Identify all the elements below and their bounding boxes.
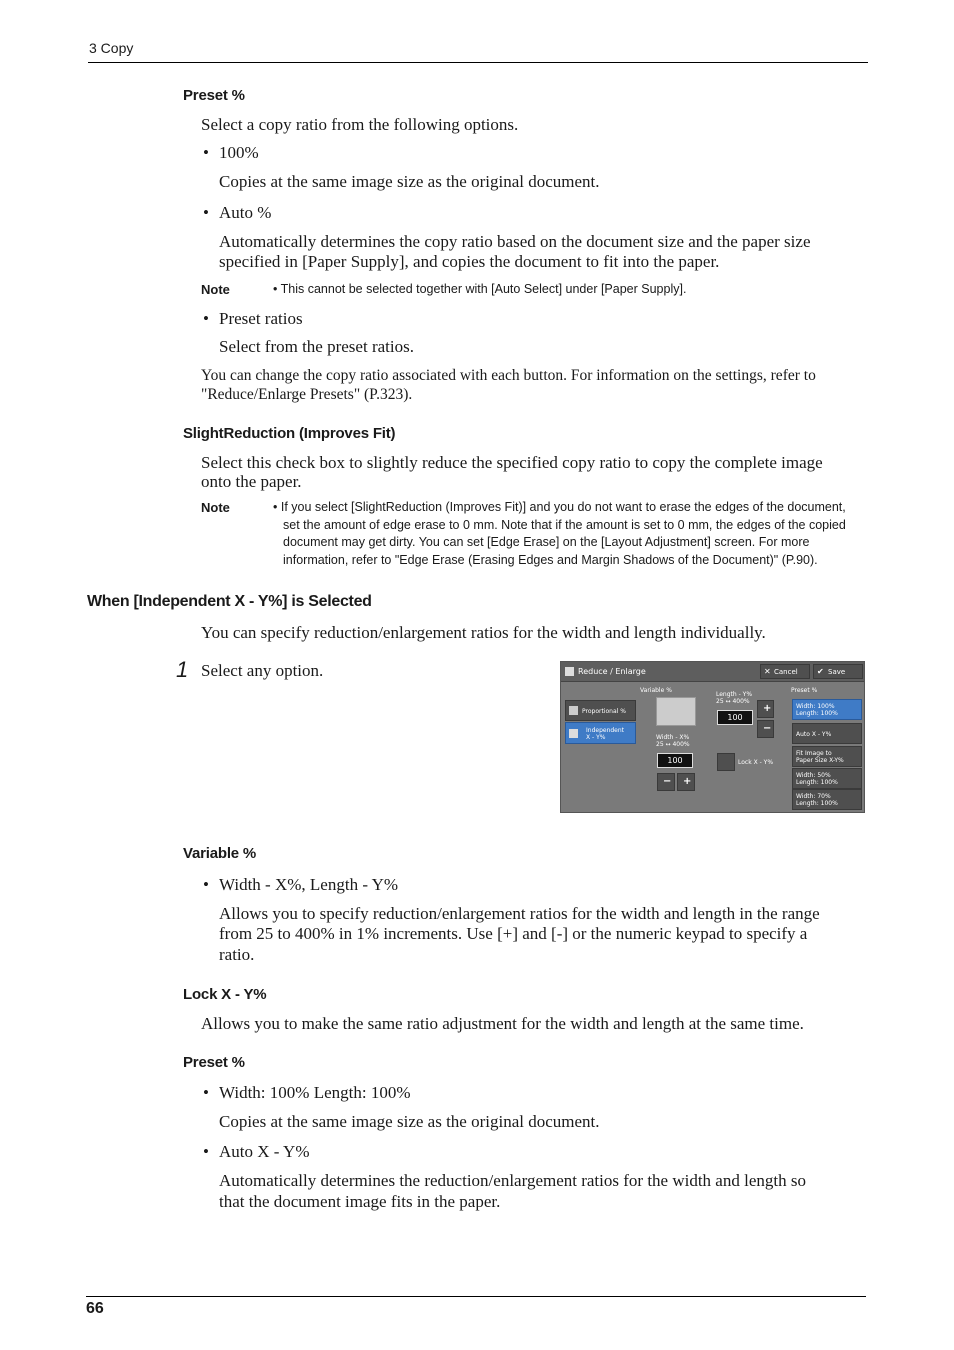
bullet-dot: • [203, 203, 209, 222]
bullet-dot: • [203, 1083, 209, 1102]
preset-auto-button[interactable] [792, 723, 862, 744]
length-plus-button[interactable] [757, 700, 774, 718]
independent-label: Independent [586, 727, 625, 734]
screen-title: Reduce / Enlarge [578, 667, 646, 676]
slight-desc: onto the paper. [201, 472, 302, 491]
length-range: 25 ↔ 400% [716, 698, 750, 705]
preset-auto-label: Auto X - Y% [796, 731, 832, 738]
xy-diagram-icon [656, 697, 696, 726]
note-label: Note [201, 282, 230, 297]
variable-desc: ratio. [219, 945, 255, 964]
bullet-preset-ratios: Preset ratios [219, 309, 303, 328]
independent-desc: You can specify reduction/enlargement ratios for the width and length individually. [201, 623, 766, 642]
heading-variable: Variable % [183, 845, 257, 862]
bullet-dot: • [203, 143, 209, 162]
preset-50-button[interactable] [792, 768, 862, 789]
plus-icon: + [683, 776, 692, 787]
proportional-button[interactable] [565, 700, 636, 721]
bullet-dot: • [203, 309, 209, 328]
preset-fit-button[interactable] [792, 746, 862, 767]
heading-independent: When [Independent X - Y%] is Selected [87, 593, 372, 610]
plus-icon: + [763, 703, 772, 714]
preset-70-button[interactable] [792, 789, 862, 810]
reduce-enlarge-icon [565, 667, 574, 676]
bullet-100-desc: Copies at the same image size as the original document. [219, 172, 600, 191]
slight-desc: Select this check box to slightly reduce the specified copy ratio to copy the complete image [201, 453, 823, 472]
length-minus-button[interactable] [757, 720, 774, 738]
bullet-dot: • [203, 1142, 209, 1161]
preset-50-label: Width: 50% [796, 772, 831, 779]
independent-label: X - Y% [586, 734, 606, 741]
preset-label: Preset % [791, 687, 818, 694]
bullet-auto-desc: Automatically determines the copy ratio based on the document size and the paper size [219, 232, 811, 251]
bullet-auto-desc: specified in [Paper Supply], and copies the document to fit into the paper. [219, 252, 720, 271]
preset-50-label: Length: 100% [796, 779, 838, 786]
preset-100-label: Width: 100% [796, 703, 835, 710]
bullet-auto-xy-desc: Automatically determines the reduction/enlargement ratios for the width and length so [219, 1171, 806, 1190]
header-rule [88, 62, 868, 63]
minus-icon: − [763, 723, 772, 734]
step-number: 1 [176, 657, 189, 682]
note-text: set the amount of edge erase to 0 mm. Note that if the amount is set to 0 mm, the edges of the copied [283, 518, 846, 532]
note-text: • If you select [SlightReduction (Improves Fit)] and you do not want to erase the edges of the document, [273, 500, 846, 514]
preset-100-button[interactable] [792, 699, 862, 720]
heading-lock: Lock X - Y% [183, 986, 267, 1003]
bullet-width100-desc: Copies at the same image size as the original document. [219, 1112, 600, 1131]
preset-fit-label: Fit Image to [796, 750, 832, 757]
check-icon: ✔ [817, 667, 824, 676]
proportional-icon [569, 706, 578, 715]
note-text: information, refer to "Edge Erase (Erasing Edges and Margin Shadows of the Document)" (P.90). [283, 553, 818, 567]
preset-extra: "Reduce/Enlarge Presets" (P.323). [201, 386, 413, 403]
bullet-auto: Auto % [219, 203, 272, 222]
variable-label: Variable % [640, 687, 672, 694]
running-header: 3 Copy [89, 40, 134, 56]
bullet-100: 100% [219, 143, 259, 162]
x-icon: ✕ [764, 667, 771, 676]
lock-desc: Allows you to make the same ratio adjustment for the width and length at the same time. [201, 1014, 804, 1033]
lock-label: Lock X - Y% [738, 759, 774, 766]
heading-preset: Preset % [183, 87, 245, 104]
independent-button[interactable] [565, 722, 636, 744]
preset-100-label: Length: 100% [796, 710, 838, 717]
independent-icon [569, 729, 578, 738]
variable-desc: from 25 to 400% in 1% increments. Use [+] and [-] or the numeric keypad to specify a [219, 924, 808, 943]
bullet-preset-ratios-desc: Select from the preset ratios. [219, 337, 414, 356]
bullet-width-length: Width - X%, Length - Y% [219, 875, 399, 894]
preset-70-label: Width: 70% [796, 793, 831, 800]
bullet-width100: Width: 100% Length: 100% [219, 1083, 411, 1102]
length-label: Length - Y% [716, 691, 753, 698]
step-text: Select any option. [201, 661, 324, 680]
cancel-label: Cancel [774, 668, 798, 676]
footer-rule [86, 1296, 866, 1297]
length-value-field[interactable]: 100 [717, 710, 753, 725]
width-plus-button[interactable] [677, 773, 695, 791]
width-minus-button[interactable] [657, 773, 675, 791]
bullet-dot: • [203, 875, 209, 894]
bullet-auto-xy: Auto X - Y% [219, 1142, 310, 1161]
proportional-label: Proportional % [582, 708, 626, 715]
save-button[interactable] [813, 664, 863, 679]
width-label: Width - X% [656, 734, 690, 741]
save-label: Save [828, 668, 846, 676]
heading-slight-reduction: SlightReduction (Improves Fit) [183, 425, 396, 442]
preset-intro: Select a copy ratio from the following options. [201, 115, 519, 134]
preset-extra: You can change the copy ratio associated with each button. For information on the settings, refer to [201, 367, 816, 384]
note-text: document may get dirty. You can set [Edge Erase] on the [Layout Adjustment] screen. For more [283, 535, 810, 549]
minus-icon: − [663, 776, 672, 787]
bullet-auto-xy-desc: that the document image fits in the paper. [219, 1192, 501, 1211]
width-value-field[interactable]: 100 [657, 753, 693, 768]
note-label: Note [201, 500, 230, 515]
note-text: • This cannot be selected together with [Auto Select] under [Paper Supply]. [273, 282, 687, 296]
page-number: 66 [86, 1300, 104, 1317]
width-range: 25 ↔ 400% [656, 741, 690, 748]
lock-checkbox[interactable] [717, 753, 735, 771]
reduce-enlarge-screenshot [560, 661, 865, 813]
variable-desc: Allows you to specify reduction/enlargement ratios for the width and length in the range [219, 904, 820, 923]
heading-preset-xy: Preset % [183, 1054, 245, 1071]
preset-fit-label: Paper Size X-Y% [796, 757, 844, 764]
preset-70-label: Length: 100% [796, 800, 838, 807]
cancel-button[interactable] [760, 664, 810, 679]
